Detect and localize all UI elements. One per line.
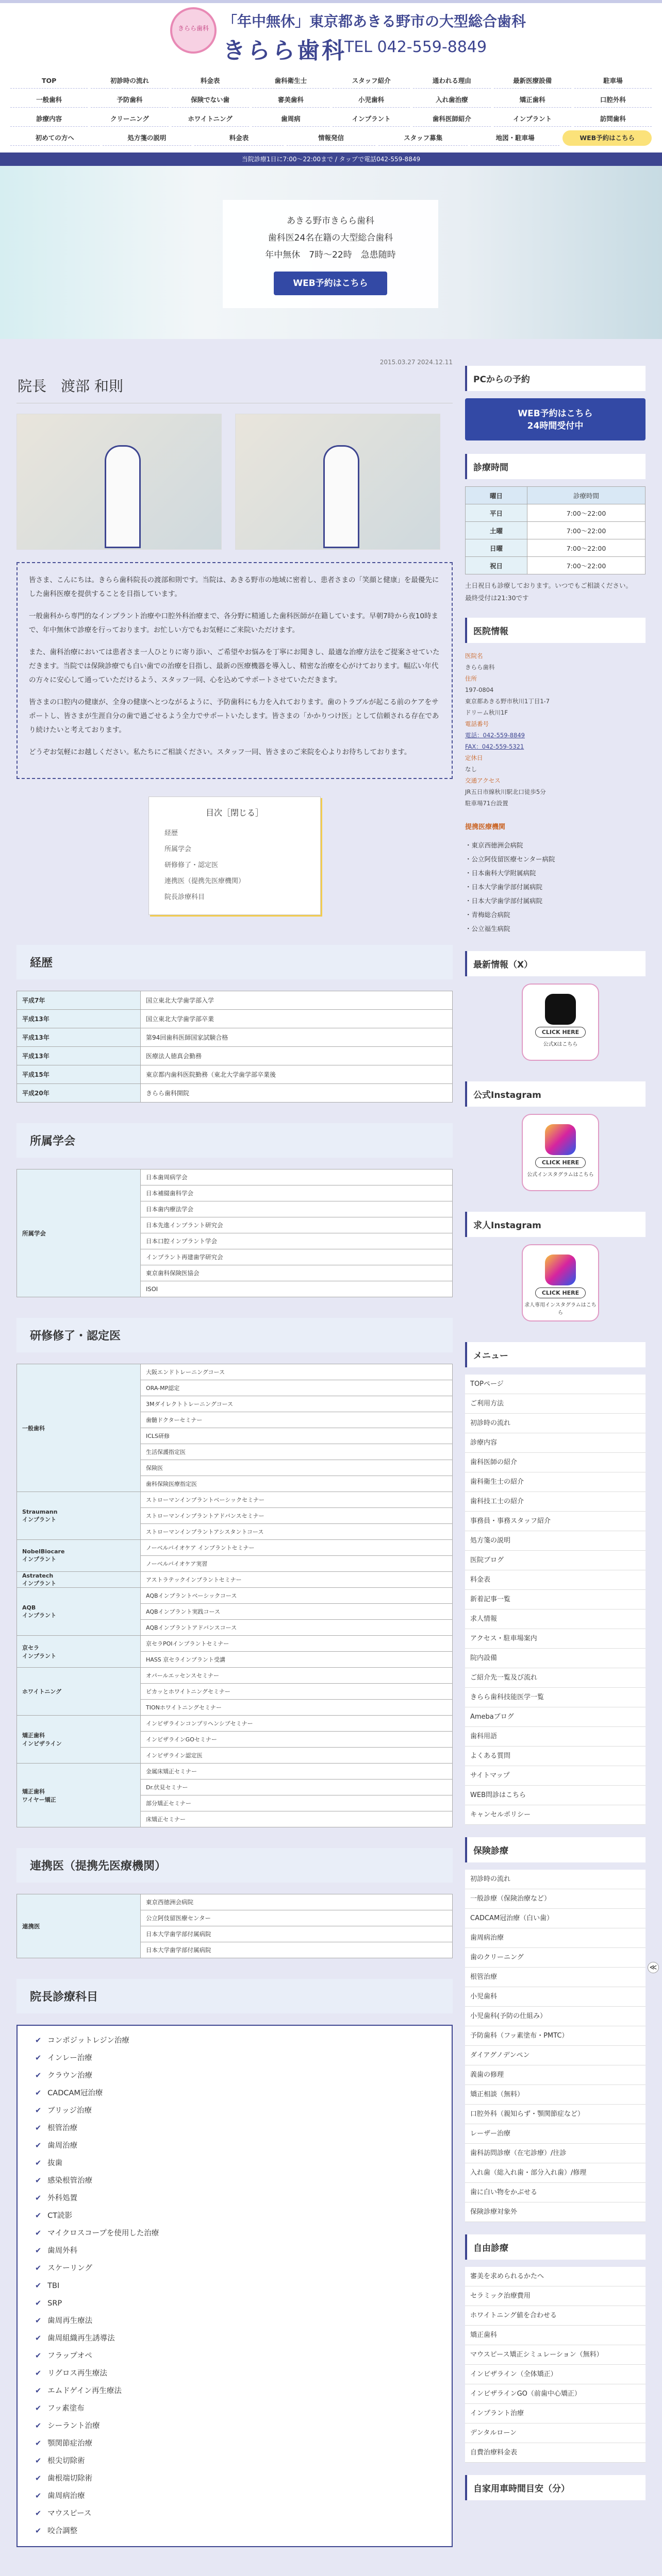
menu-item[interactable]: 歯科用語 [465, 1727, 646, 1747]
nav-item[interactable]: 料金表 [172, 73, 249, 89]
group-item: インビザラインGOセミナー [141, 1732, 453, 1748]
self-pay-item[interactable]: インビザライン（全体矯正） [465, 2365, 646, 2384]
menu-item[interactable]: 医院ブログ [465, 1551, 646, 1570]
subject-item: ✔ 根尖切除術 [35, 2452, 434, 2470]
info-label: 電話番号 [465, 720, 489, 727]
menu-item[interactable]: きらら歯科技能医学一覧 [465, 1688, 646, 1707]
nav-item[interactable]: スタッフ紹介 [333, 73, 410, 89]
insurance-title: 保険診療 [465, 1837, 646, 1862]
self-pay-item[interactable]: マウスピース矯正シミュレーション（無料） [465, 2345, 646, 2365]
group-item: 部分矯正セミナー [141, 1795, 453, 1811]
self-pay-item[interactable]: デンタルローン [465, 2424, 646, 2443]
subject-item: ✔ CT読影 [35, 2207, 434, 2225]
menu-item[interactable]: 新着記事一覧 [465, 1590, 646, 1609]
subject-item: ✔ インレー治療 [35, 2049, 434, 2067]
insurance-item[interactable]: 予防歯科（フッ素塗布・PMTC） [465, 2026, 646, 2046]
insurance-item[interactable]: 保険診療対象外 [465, 2202, 646, 2222]
group-item: AQBインプラント実践コース [141, 1604, 453, 1620]
group-item: 東京歯科保険医協会 [141, 1265, 453, 1281]
self-pay-item[interactable]: インビザラインGO（前歯中心矯正） [465, 2384, 646, 2404]
instagram-title: 公式Instagram [465, 1081, 646, 1107]
info-value[interactable]: 電話：042-559-8849 FAX：042-559-5321 [465, 732, 525, 750]
related-item[interactable]: ・ 日本大学歯学部付属病院 [465, 880, 646, 894]
subject-item: ✔ 歯周外科 [35, 2242, 434, 2260]
info-label: 交通アクセス [465, 777, 501, 784]
table-row [17, 1047, 453, 1065]
insurance-item[interactable]: 初診時の流れ [465, 1870, 646, 1889]
x-badge[interactable]: CLICK HERE 公式Xはこちら [522, 984, 599, 1061]
subject-item: ✔ SRP [35, 2295, 434, 2312]
job-instagram-title: 求人Instagram [465, 1212, 646, 1237]
hours-day: 祝日 [466, 557, 527, 574]
info-value: 197-0804 東京都あきる野市秋川1丁目1-7 ドリーム秋川1F [465, 686, 550, 716]
sidebar-web-reserve-button[interactable]: WEB予約はこちら 24時間受付中 [465, 398, 646, 440]
career-detail: 医療法人徳真会勤務 [141, 1047, 453, 1065]
menu-item[interactable]: TOPページ [465, 1375, 646, 1394]
subject-item: ✔ マイクロスコープを使用した治療 [35, 2225, 434, 2242]
subject-item: ✔ 歯周組織再生誘導法 [35, 2330, 434, 2347]
table-row [466, 522, 646, 539]
related-list [465, 838, 646, 936]
group-item: AQBインプラントアドバンスコース [141, 1620, 453, 1636]
related-item[interactable]: ・ 東京西徳洲会病院 [465, 838, 646, 852]
group-item: ノーベルバイオケア実習 [141, 1556, 453, 1572]
insurance-item[interactable]: ダイアグノデンペン [465, 2046, 646, 2065]
fee-title: 自家用車時間目安（分） [465, 2475, 646, 2500]
nav-item[interactable]: 診療内容 [10, 111, 88, 127]
nav-item[interactable]: 矯正歯科 [494, 92, 571, 108]
main-content [16, 355, 453, 2547]
info-label: 住所 [465, 675, 477, 682]
table-row [17, 1492, 453, 1508]
table-row [466, 557, 646, 574]
menu-title: メニュー [465, 1342, 646, 1367]
self-pay-item[interactable]: セラミック治療費用 [465, 2286, 646, 2306]
group-item: ストローマンインプラントアシスタントコース [141, 1524, 453, 1540]
greeting-paragraph: 皆さま、こんにちは。きらら歯科院長の渡部和則です。当院は、あきる野市の地域に密着し、患者さまの「笑顔と健康」を最優先にした歯科医療を提供することを目指しています。 [29, 576, 439, 598]
subject-item: ✔ 歯周再生療法 [35, 2312, 434, 2330]
director-greeting [16, 562, 453, 779]
menu-item[interactable]: WEB問診はこちら [465, 1786, 646, 1805]
nav-item[interactable]: 一般歯科 [10, 92, 88, 108]
menu-item[interactable]: キャンセルポリシー [465, 1805, 646, 1825]
nav-item[interactable]: 歯周病 [252, 111, 329, 127]
career-year: 平成20年 [17, 1084, 141, 1103]
group-item: 歯科保険医療指定医 [141, 1476, 453, 1492]
nav-row [10, 130, 652, 146]
menu-item[interactable]: よくある質問 [465, 1747, 646, 1766]
hero-line3: 年中無休 7時〜22時 急患随時 [265, 250, 396, 260]
group-item: 保険医 [141, 1460, 453, 1476]
greeting-paragraph: 皆さまの口腔内の健康が、全身の健康へとつながるように、予防歯科にも力を入れております。歯のトラブルが起こる前のケアをサポートし、皆さまが生涯自分の歯で過ごせるよう全力でサポートいたします。皆さまの「かかりつけ医」として信頼される存在であり続けたいと考えております。 [29, 698, 439, 734]
career-table [16, 991, 453, 1103]
back-to-top-button[interactable]: ≪ [648, 1962, 659, 1973]
section-career: 経歴 [16, 945, 453, 979]
group-item: 日本歯内療法学会 [141, 1201, 453, 1217]
group-label: Astratech インプラント [17, 1572, 141, 1588]
subject-item: ✔ 歯周治療 [35, 2137, 434, 2155]
group-item: AQBインプラントベーシックコース [141, 1588, 453, 1604]
subject-item: ✔ 歯周病治療 [35, 2487, 434, 2505]
subject-item: ✔ リグロス再生療法 [35, 2365, 434, 2382]
group-item: ICLS研修 [141, 1428, 453, 1444]
nav-item[interactable]: クリーニング [91, 111, 168, 127]
related-item[interactable]: ・ 公立阿伎留医療センター病院 [465, 852, 646, 866]
group-item: インプラント再建歯学研究会 [141, 1249, 453, 1265]
menu-item[interactable]: 事務員・事務スタッフ紹介 [465, 1512, 646, 1531]
table-row [466, 504, 646, 522]
group-label: 京セラ インプラント [17, 1636, 141, 1668]
nav-item[interactable]: 歯科医師紹介 [413, 111, 490, 127]
menu-item[interactable]: 求人情報 [465, 1609, 646, 1629]
group-item: 東京西徳洲会病院 [141, 1894, 453, 1910]
table-row [17, 1588, 453, 1604]
group-item: 日本歯周病学会 [141, 1170, 453, 1185]
sidebar-reserve-title: PCからの予約 [465, 366, 646, 391]
insurance-item[interactable]: 歯科訪問診療（在宅診療）/往診 [465, 2144, 646, 2163]
menu-item[interactable]: ご利用方法 [465, 1394, 646, 1414]
nav-item[interactable]: 予防歯科 [91, 92, 168, 108]
menu-list [465, 1375, 646, 1825]
table-row [17, 1764, 453, 1780]
nav-row [10, 111, 652, 127]
group-label: 連携医 [17, 1894, 141, 1958]
insurance-item[interactable]: 入れ歯（総入れ歯・部分入れ歯）/修理 [465, 2163, 646, 2183]
table-row [17, 1010, 453, 1028]
info-label: 医院名 [465, 652, 483, 659]
table-row [17, 1065, 453, 1084]
clinic-photo [235, 414, 440, 550]
subject-item: ✔ 抜歯 [35, 2155, 434, 2172]
subjects-list [16, 2025, 453, 2547]
menu-item[interactable]: 初診時の流れ [465, 1414, 646, 1433]
insurance-item[interactable]: 義歯の修理 [465, 2065, 646, 2085]
nav-item[interactable]: 最新医療設備 [494, 73, 571, 89]
nav-item[interactable]: 審美歯科 [252, 92, 329, 108]
hours-time: 診療時間 [527, 487, 646, 504]
menu-item[interactable]: 診療内容 [465, 1433, 646, 1453]
career-year: 平成13年 [17, 1028, 141, 1047]
insurance-item[interactable]: 一般診療（保険治療など） [465, 1889, 646, 1909]
table-row [466, 539, 646, 557]
group-item: 生活保護指定医 [141, 1444, 453, 1460]
info-label: 定休日 [465, 754, 483, 761]
site-header [0, 0, 662, 64]
x-title: 最新情報（X） [465, 951, 646, 976]
hero-banner [0, 166, 662, 339]
subject-item: ✔ 感染根管治療 [35, 2172, 434, 2190]
header-tagline: 「年中無休」東京都あきる野市の大型総合歯科 [223, 13, 526, 30]
section-partner: 連携医（提携先医療機関） [16, 1848, 453, 1883]
career-year: 平成13年 [17, 1010, 141, 1028]
menu-item[interactable]: 処方箋の説明 [465, 1531, 646, 1551]
greeting-paragraph: また、歯科治療においては患者さま一人ひとりに寄り添い、ご希望やお悩みを丁寧にお聞きし、最適な治療方法をご提案させていただきます。当院では保険診療でも白い歯での治療を目指し、最新の医療機器を導入し、精密な治療を心がけております。幅広い年代の方々に安心して通っていただけるよう、スタッフ一同、心を込めてサポートさせていただきます。 [29, 648, 440, 684]
career-detail: 国立東北大学歯学部卒業 [141, 1010, 453, 1028]
section-society: 所属学会 [16, 1123, 453, 1158]
self-pay-list [465, 2267, 646, 2463]
group-item: オパールエッセンスセミナー [141, 1668, 453, 1684]
insurance-item[interactable]: 根管治療 [465, 1968, 646, 1987]
insurance-item[interactable]: CADCAM冠治療（白い歯） [465, 1909, 646, 1928]
group-item: インビザラインコンプリヘンシブセミナー [141, 1716, 453, 1732]
clinic-name: きらら歯科 [223, 38, 346, 64]
career-year: 平成7年 [17, 991, 141, 1010]
nav-item[interactable]: 口腔外科 [574, 92, 652, 108]
hours-day: 平日 [466, 504, 527, 522]
insurance-item[interactable]: 小児歯科(予防の仕組み） [465, 2007, 646, 2026]
menu-item[interactable]: 歯科衛生士の紹介 [465, 1472, 646, 1492]
subject-item: ✔ 咬合調整 [35, 2522, 434, 2540]
related-item[interactable]: ・ 青梅総合病院 [465, 908, 646, 922]
hero-line2: 歯科医24名在籍の大型総合歯科 [268, 233, 393, 243]
table-of-contents [148, 796, 321, 915]
hours-time: 7:00～22:00 [527, 522, 646, 539]
subject-item: ✔ TBI [35, 2277, 434, 2295]
society-table [16, 1169, 453, 1297]
toc-item[interactable]: 研修修了・認定医 [164, 861, 219, 869]
hours-day: 曜日 [466, 487, 527, 504]
nav-item[interactable]: ホワイトニング [172, 111, 249, 127]
subject-item: ✔ シーラント治療 [35, 2417, 434, 2435]
hero-card [223, 200, 438, 308]
group-item: 金属床矯正セミナー [141, 1764, 453, 1780]
group-label: 矯正歯科 ワイヤー矯正 [17, 1764, 141, 1827]
nav-item[interactable]: 入れ歯治療 [413, 92, 490, 108]
nav-item[interactable]: WEB予約はこちら [562, 130, 652, 146]
nav-item[interactable]: 保険でない歯 [172, 92, 249, 108]
group-item: ストローマンインプラントベーシックセミナー [141, 1492, 453, 1508]
career-detail: 東京都内歯科医院勤務（東北大学歯学部卒業後 [141, 1065, 453, 1084]
related-item[interactable]: ・ 日本歯科大学附属病院 [465, 866, 646, 880]
page-title: 院長 渡部 和則 [16, 371, 453, 403]
group-item: 日本大学歯学部付属病院 [141, 1942, 453, 1958]
toc-item[interactable]: 連携医（提携先医療機関） [164, 877, 245, 885]
insurance-item[interactable]: 口腔外科（親知らず・顎関節症など） [465, 2105, 646, 2124]
partner-table [16, 1894, 453, 1958]
table-row [17, 1540, 453, 1556]
insurance-item[interactable]: レーザー治療 [465, 2124, 646, 2144]
group-item: アストラテックインプラントセミナー [141, 1572, 453, 1588]
nav-item[interactable]: 通われる理由 [413, 73, 490, 89]
nav-row [10, 92, 652, 108]
nav-item[interactable]: 情報発信 [287, 130, 376, 146]
nav-item[interactable]: TOP [10, 73, 88, 89]
self-pay-item[interactable]: ホワイトニング値を合わせる [465, 2306, 646, 2326]
group-label: 矯正歯科 インビザライン [17, 1716, 141, 1764]
director-photo [16, 414, 222, 550]
group-item: ノーベルバイオケア インプラントセミナー [141, 1540, 453, 1556]
table-row [466, 487, 646, 504]
hours-time: 7:00～22:00 [527, 557, 646, 574]
subject-item: ✔ 外科処置 [35, 2190, 434, 2207]
hours-day: 日曜 [466, 539, 527, 557]
insurance-item[interactable]: 歯周病治療 [465, 1928, 646, 1948]
table-row [17, 1084, 453, 1103]
career-detail: 第94回歯科医師国家試験合格 [141, 1028, 453, 1047]
nav-item[interactable]: 歯科衛生士 [252, 73, 329, 89]
self-pay-item[interactable]: 自費治療料金表 [465, 2443, 646, 2463]
post-dates: 2015.03.27 2024.12.11 [379, 359, 453, 366]
hours-day: 土曜 [466, 522, 527, 539]
self-pay-title: 自由診療 [465, 2234, 646, 2260]
insurance-item[interactable]: 矯正相談（無料） [465, 2085, 646, 2105]
group-item: 公立阿伎留医療センター [141, 1910, 453, 1926]
group-item: ORA-MP認定 [141, 1380, 453, 1396]
x-icon [545, 994, 576, 1025]
table-row [17, 1894, 453, 1910]
subject-item: ✔ 根管治療 [35, 2120, 434, 2137]
group-label: 所属学会 [17, 1170, 141, 1297]
job-instagram-badge[interactable]: CLICK HERE 求人専用インスタグラムはこちら [522, 1244, 599, 1321]
table-row [17, 1364, 453, 1380]
nav-item[interactable]: インプラント [494, 111, 571, 127]
subject-item: ✔ CADCAM冠治療 [35, 2084, 434, 2102]
group-item: ISOI [141, 1281, 453, 1297]
nav-item[interactable]: 小児歯科 [333, 92, 410, 108]
career-detail: きらら歯科開院 [141, 1084, 453, 1103]
group-item: ピカッとホワイトニングセミナー [141, 1684, 453, 1700]
section-training: 研修修了・認定医 [16, 1318, 453, 1352]
director-photos [16, 414, 453, 550]
subject-item: ✔ フラップオペ [35, 2347, 434, 2365]
nav-item[interactable]: スタッフ募集 [378, 130, 468, 146]
subject-item: ✔ フッ素塗布 [35, 2400, 434, 2417]
toc-item[interactable]: 所属学会 [164, 845, 192, 853]
menu-item[interactable]: 歯科医師の紹介 [465, 1453, 646, 1472]
table-row [17, 1636, 453, 1652]
group-label: ホワイトニング [17, 1668, 141, 1716]
group-item: 日本先進インプラント研究会 [141, 1217, 453, 1233]
subject-item: ✔ エムドゲイン再生療法 [35, 2382, 434, 2400]
group-item: インビザライン認定医 [141, 1748, 453, 1764]
table-row [17, 1170, 453, 1185]
hero-line1: あきる野市きらら歯科 [287, 216, 374, 226]
menu-item[interactable]: アクセス・駐車場案内 [465, 1629, 646, 1649]
info-value: きらら歯科 [465, 664, 495, 671]
group-label: Straumann インプラント [17, 1492, 141, 1540]
insurance-list [465, 1870, 646, 2222]
table-row [17, 1028, 453, 1047]
instagram-badge[interactable]: CLICK HERE 公式インスタグラムはこちら [522, 1114, 599, 1191]
career-detail: 国立東北大学歯学部入学 [141, 991, 453, 1010]
sidebar [465, 366, 646, 2507]
self-pay-item[interactable]: 審美を求められるかたへ [465, 2267, 646, 2286]
nav-item[interactable]: 地図・駐車場 [471, 130, 560, 146]
table-row [17, 1716, 453, 1732]
table-row [17, 1572, 453, 1588]
group-item: 床矯正セミナー [141, 1811, 453, 1827]
subject-item: ✔ ブリッジ治療 [35, 2102, 434, 2120]
insurance-item[interactable]: 小児歯科 [465, 1987, 646, 2007]
hours-time: 7:00～22:00 [527, 539, 646, 557]
insurance-item[interactable]: 歯のクリーニング [465, 1948, 646, 1968]
nav-item[interactable]: インプラント [333, 111, 410, 127]
group-item: HASS 京セラインプラント受講 [141, 1652, 453, 1668]
global-nav [0, 61, 662, 152]
hero-web-reserve-button[interactable]: WEB予約はこちら [274, 272, 387, 295]
nav-item[interactable]: 料金表 [194, 130, 284, 146]
hours-note: 土日祝日も診療しております。いつでもご相談ください。 最終受付は21:30です [465, 582, 633, 602]
career-year: 平成13年 [17, 1047, 141, 1065]
sidebar-hours-title: 診療時間 [465, 454, 646, 479]
group-item: 大阪エンドトレーニングコース [141, 1364, 453, 1380]
info-value: JR五日市線秋川駅北口徒歩5分 駐車場71台設置 [465, 788, 546, 807]
subject-item: ✔ クラウン治療 [35, 2067, 434, 2084]
section-subjects: 院長診療科目 [16, 1979, 453, 2013]
group-item: 日本大学歯学部付属病院 [141, 1926, 453, 1942]
nav-row [10, 73, 652, 89]
instagram-icon [545, 1255, 576, 1285]
info-strip[interactable]: 当院診療1日に7:00～22:00まで / タップで電話042-559-8849 [0, 152, 662, 166]
menu-item[interactable]: Amebaブログ [465, 1707, 646, 1727]
related-item[interactable]: ・ 日本大学歯学部付属病院 [465, 894, 646, 908]
subject-item: ✔ スケーリング [35, 2260, 434, 2277]
group-item: 3Mダイレクトトレーニングコース [141, 1396, 453, 1412]
group-item: ストローマンインプラントアドバンスセミナー [141, 1508, 453, 1524]
menu-item[interactable]: サイトマップ [465, 1766, 646, 1786]
menu-item[interactable]: 料金表 [465, 1570, 646, 1590]
group-label: NobelBiocare インプラント [17, 1540, 141, 1572]
sidebar-info-title: 医院情報 [465, 618, 646, 643]
greeting-paragraph: 一般歯科から専門的なインプラント治療や口腔外科治療まで、各分野に精通した歯科医師が在籍しています。早朝7時から夜10時まで、年中無休で診療を行っております。お忙しい方でもお気軽にご来院いただけます。 [29, 612, 438, 634]
related-title: 提携医療機関 [465, 823, 506, 831]
toc-title[interactable]: 目次［閉じる］ [205, 808, 263, 818]
group-item: Dr.伏見セミナー [141, 1780, 453, 1795]
clinic-info [465, 650, 646, 809]
nav-item[interactable]: 初めての方へ [10, 130, 100, 146]
self-pay-item[interactable]: インプラント治療 [465, 2404, 646, 2424]
subject-item: ✔ コンポジットレジン治療 [35, 2032, 434, 2049]
group-label: AQB インプラント [17, 1588, 141, 1636]
toc-item[interactable]: 院長診療科目 [164, 893, 205, 901]
group-item: TIONホワイトニングセミナー [141, 1700, 453, 1716]
subject-item: ✔ 顎関節症治療 [35, 2435, 434, 2452]
table-row [17, 991, 453, 1010]
nav-item[interactable]: 処方箋の説明 [103, 130, 192, 146]
toc-item[interactable]: 経歴 [164, 829, 178, 837]
greeting-paragraph: どうぞお気軽にお越しください。私たちにご相談ください。スタッフ一同、皆さまのご来院を心よりお待ちしております。 [29, 748, 411, 756]
group-item: 歯髄ドクターセミナー [141, 1412, 453, 1428]
group-item: 日本補綴歯科学会 [141, 1185, 453, 1201]
group-item: 京セラPOIインプラントセミナー [141, 1636, 453, 1652]
header-tel[interactable]: TEL 042-559-8849 [344, 38, 487, 56]
info-value: なし [465, 766, 477, 773]
hours-table [465, 486, 646, 574]
hours-time: 7:00～22:00 [527, 504, 646, 522]
menu-item[interactable]: 院内設備 [465, 1649, 646, 1668]
related-item[interactable]: ・ 公立福生病院 [465, 922, 646, 936]
self-pay-item[interactable]: 矯正歯科 [465, 2326, 646, 2345]
group-item: 日本口腔インプラント学会 [141, 1233, 453, 1249]
table-row [17, 1668, 453, 1684]
group-label: 一般歯科 [17, 1364, 141, 1492]
instagram-icon [545, 1124, 576, 1155]
subject-item: ✔ 歯根端切除術 [35, 2470, 434, 2487]
career-year: 平成15年 [17, 1065, 141, 1084]
clinic-logo[interactable]: きらら歯科 [170, 7, 217, 54]
menu-item[interactable]: 歯科技工士の紹介 [465, 1492, 646, 1512]
nav-item[interactable]: 訪問歯科 [574, 111, 652, 127]
menu-item[interactable]: ご紹介先一覧及び流れ [465, 1668, 646, 1688]
training-table [16, 1364, 453, 1827]
subject-item: ✔ マウスピース [35, 2505, 434, 2522]
nav-item[interactable]: 初診時の流れ [91, 73, 168, 89]
nav-item[interactable]: 駐車場 [574, 73, 652, 89]
insurance-item[interactable]: 歯に白い物をかぶせる [465, 2183, 646, 2202]
